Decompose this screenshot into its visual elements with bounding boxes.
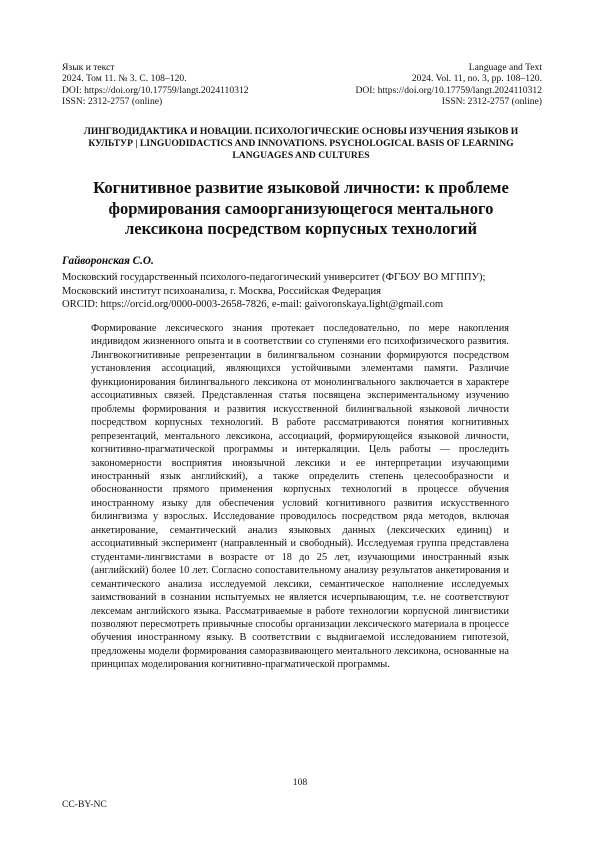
doi-left[interactable]: DOI: https://doi.org/10.17759/langt.2024110312 — [62, 85, 249, 96]
article-title: Когнитивное развитие языковой личности: к проблеме формирования самоорганизующегося ментального лексикона посредством корпусных технологий — [70, 178, 532, 240]
article-page — [0, 0, 600, 848]
journal-name-en: Language and Text — [355, 62, 542, 73]
author-name: Гайворонская С.О. — [62, 255, 154, 267]
journal-name-ru: Язык и текст — [62, 62, 249, 73]
license: CC-BY-NC — [62, 799, 107, 810]
doi-right[interactable]: DOI: https://doi.org/10.17759/langt.2024110312 — [355, 85, 542, 96]
header-right — [355, 62, 542, 108]
page-number: 108 — [0, 777, 600, 788]
header-left — [62, 62, 249, 108]
abstract: Формирование лексического знания протекает последовательно, по мере накопления индивидом жизненного опыта и в соответствии со ступенями его психофизического развития. Лингвокогнитивные репрезентации в билингвальном сознании формируются посредством установления ассоциаций, являющихся устойчивыми элементами памяти. Различие функционирования билингвального лексикона от монолингвального заключается в характере ассоциативных связей. Представленная статья посвящена экспериментальному изучению проблемы формирования и развития искусственной билингвальной языковой личности посредством корпусных технологий. В работе рассматриваются понятия когнитивных репрезентаций, ментального лексикона, ассоциаций, формирующейся языковой личности, когнитивно-прагматической программы и интеркаляции. Цель работы — проследить закономерности восприятия иноязычной лексики и ее интерпретации изучающими иностранный язык английский), а также определить степень целесообразности и обоснованности прямого применения корпусных технологий в процессе обучения иностранному языку для обеспечения условий когнитивного развития искусственного билингвизма у взрослых. Исследование проводилось посредством ряда методов, включая анкетирование, семантический анализ языковых данных (лексических единиц) и ассоциативный эксперимент (направленный и свободный). Исследуемая группа представлена студентами-лингвистами в возрасте от 18 до 25 лет, изучающими иностранный язык (английский) более 10 лет. Согласно сопоставительному анализу результатов анкетирования и семантического анализа исследуемой лексики, семантическое наполнение исследуемых заимствований в сознании испытуемых не является исчерпывающим, т.е. не соответствуют лексемам английского языка. Рассматриваемые в работе технологии корпусной лингвистики позволяют пересмотреть привычные способы организации лексического материала в процессе обучения иностранному языку. В соответствии с выдвигаемой исследованием гипотезой, предложены модели формирования саморазвивающего ментального лексикона, основанные на принципах моделирования когнитивно-прагматической программы. — [91, 322, 509, 672]
section-rubric: ЛИНГВОДИДАКТИКА И НОВАЦИИ. ПСИХОЛОГИЧЕСКИЕ ОСНОВЫ ИЗУЧЕНИЯ ЯЗЫКОВ И КУЛЬТУР | LINGUODIDACTICS AND INNOVATIONS. PSYCHOLOGICAL BASIS OF LEARNING LANGUAGES AND CULTURES — [62, 126, 540, 162]
issue-info-en: 2024. Vol. 11, no. 3, pp. 108–120. — [355, 73, 542, 84]
issn-left: ISSN: 2312-2757 (online) — [62, 96, 249, 107]
issue-info-ru: 2024. Том 11. № 3. С. 108–120. — [62, 73, 249, 84]
issn-right: ISSN: 2312-2757 (online) — [355, 96, 542, 107]
author-affiliation-block — [62, 271, 542, 312]
affiliation: Московский государственный психолого-педагогический университет (ФГБОУ ВО МГППУ); Московский институт психоанализа, г. Москва, Российская Федерация — [62, 271, 542, 298]
orcid-email[interactable]: ORCID: https://orcid.org/0000-0003-2658-7826, e-mail: gaivoronskaya.light@gmail.com — [62, 298, 542, 312]
